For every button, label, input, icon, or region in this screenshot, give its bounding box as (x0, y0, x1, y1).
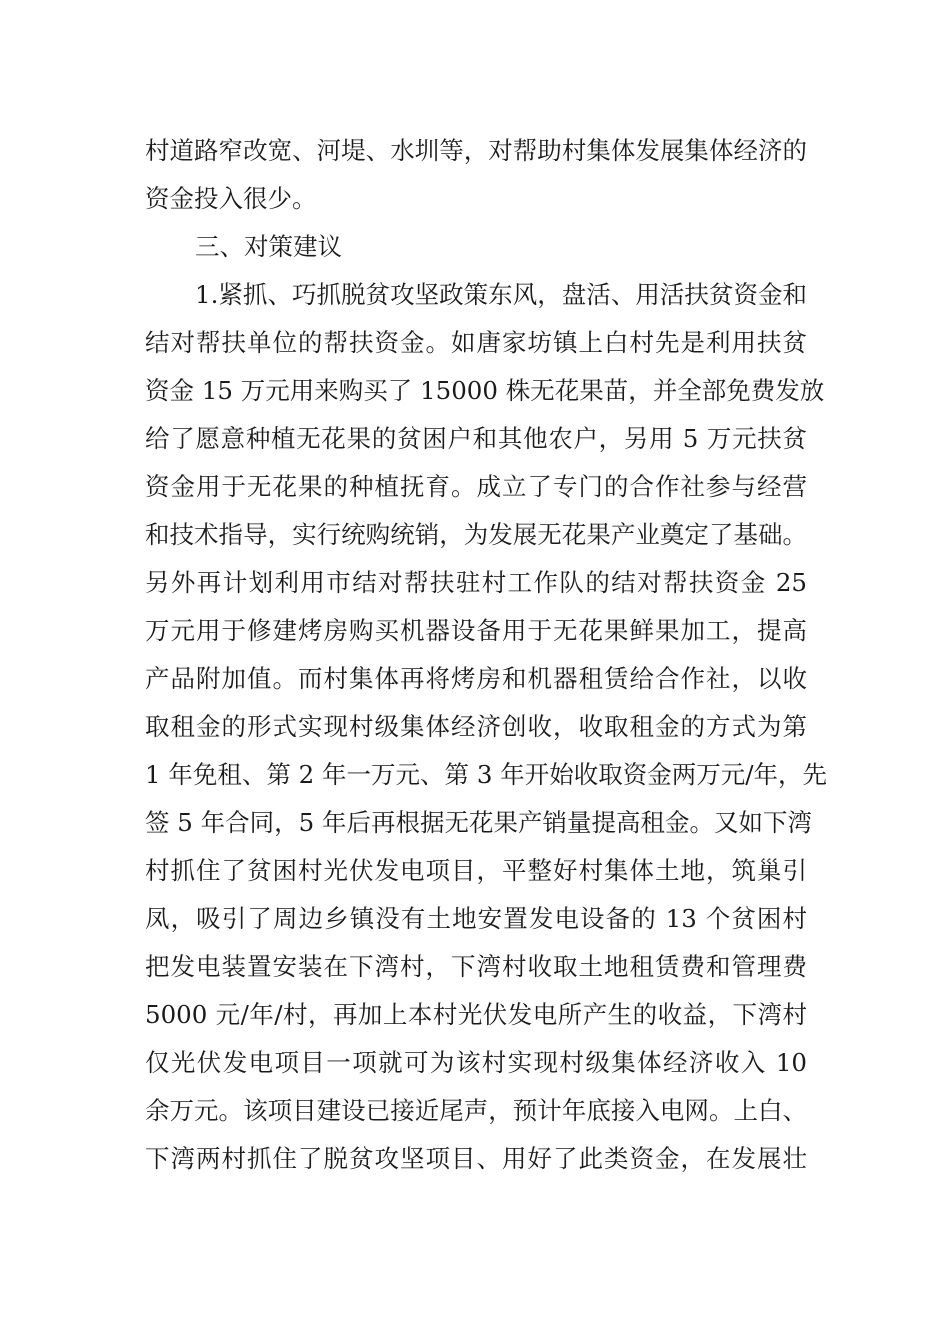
text-line: 1 年免租、第 2 年一万元、第 3 年开始收取资金两万元/年，先 (145, 760, 827, 789)
text-line: 给了愿意种植无花果的贫困户和其他农户，另用 5 万元扶贫 (145, 424, 807, 453)
text-line: 资金用于无花果的种植抚育。成立了专门的合作社参与经营 (145, 472, 807, 501)
text-line: 村道路窄改宽、河堤、水圳等，对帮助村集体发展集体经济的 (145, 136, 807, 165)
section-heading: 三、对策建议 (195, 232, 342, 261)
text-line: 产品附加值。而村集体再将烤房和机器租赁给合作社，以收 (145, 664, 807, 693)
text-line: 签 5 年合同，5 年后再根据无花果产销量提高租金。又如下湾 (145, 808, 813, 837)
text-line: 村抓住了贫困村光伏发电项目，平整好村集体土地，筑巢引 (145, 856, 807, 885)
text-line: 仅光伏发电项目一项就可为该村实现村级集体经济收入 10 (145, 1048, 807, 1077)
text-line: 余万元。该项目建设已接近尾声，预计年底接入电网。上白、 (145, 1096, 807, 1125)
text-line: 另外再计划利用市结对帮扶驻村工作队的结对帮扶资金 25 (145, 568, 807, 597)
text-line: 资金 15 万元用来购买了 15000 株无花果苗，并全部免费发放 (145, 376, 825, 405)
text-line: 5000 元/年/村，再加上本村光伏发电所产生的收益，下湾村 (145, 1000, 807, 1029)
text-line: 结对帮扶单位的帮扶资金。如唐家坊镇上白村先是利用扶贫 (145, 328, 807, 357)
text-line: 资金投入很少。 (145, 184, 317, 213)
text-line: 1.紧抓、巧抓脱贫攻坚政策东风，盘活、用活扶贫资金和 (195, 280, 807, 309)
text-line: 凤，吸引了周边乡镇没有土地安置发电设备的 13 个贫困村 (145, 904, 807, 933)
text-line: 把发电装置安装在下湾村，下湾村收取土地租赁费和管理费 (145, 952, 807, 981)
text-line: 和技术指导，实行统购统销，为发展无花果产业奠定了基础。 (145, 520, 807, 549)
text-line: 下湾两村抓住了脱贫攻坚项目、用好了此类资金，在发展壮 (145, 1144, 807, 1173)
text-line: 取租金的形式实现村级集体经济创收，收取租金的方式为第 (145, 712, 807, 741)
text-line: 万元用于修建烤房购买机器设备用于无花果鲜果加工，提高 (145, 616, 807, 645)
